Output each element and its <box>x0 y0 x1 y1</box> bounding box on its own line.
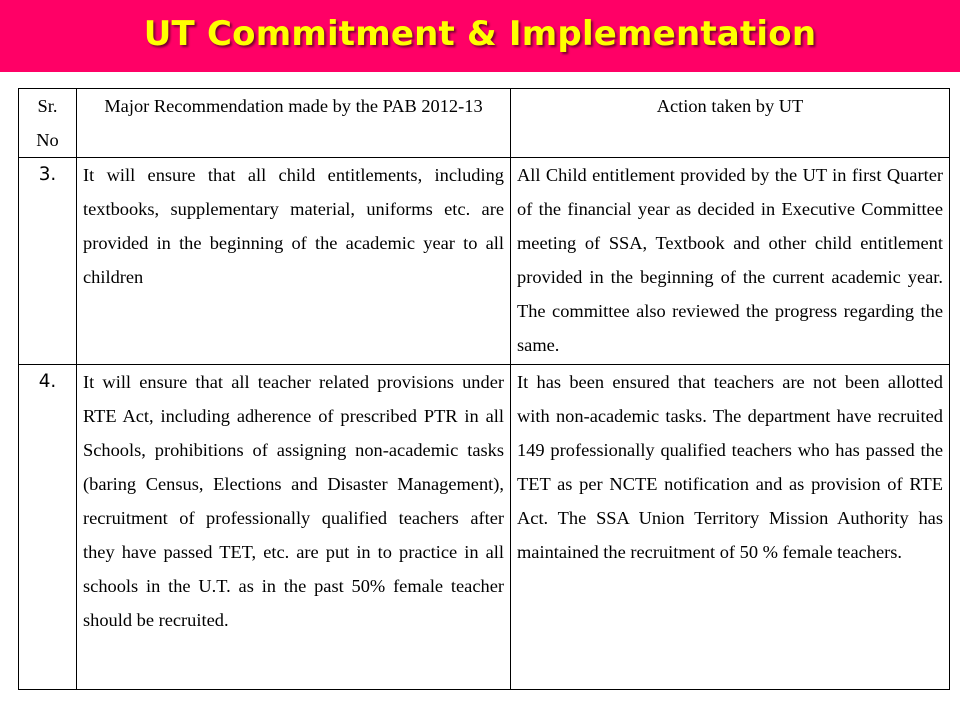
row-sr-number: 4. <box>19 365 77 690</box>
row-action: It has been ensured that teachers are not been allotted with non-academic tasks. The department have recruited 149 professionally qualified teachers who has passed the TET as per NCTE notification and as provision of RTE Act. The SSA Union Territory Mission Authority has maintained the recruitment of 50 % female teachers. <box>511 365 950 690</box>
commitment-table <box>18 88 950 690</box>
row-action: All Child entitlement provided by the UT in first Quarter of the financial year as decided in Executive Committee meeting of SSA, Textbook and other child entitlement provided in the beginning of the current academic year. The committee also reviewed the progress regarding the same. <box>511 158 950 365</box>
header-recommendation: Major Recommendation made by the PAB 2012-13 <box>77 89 511 158</box>
table-row <box>19 365 950 690</box>
header-sr-no: Sr. No <box>19 89 77 158</box>
header-action: Action taken by UT <box>511 89 950 158</box>
table-header-row <box>19 89 950 158</box>
title-bar <box>0 0 960 72</box>
table-row <box>19 158 950 365</box>
row-sr-number: 3. <box>19 158 77 365</box>
row-recommendation: It will ensure that all child entitlements, including textbooks, supplementary material, uniforms etc. are provided in the beginning of the academic year to all children <box>77 158 511 365</box>
row-recommendation: It will ensure that all teacher related provisions under RTE Act, including adherence of prescribed PTR in all Schools, prohibitions of assigning non-academic tasks (baring Census, Elections and Disaster Management), recruitment of professionally qualified teachers after they have passed TET, etc. are put in to practice in all schools in the U.T. as in the past 50% female teacher should be recruited. <box>77 365 511 690</box>
page-title: UT Commitment & Implementation <box>143 14 817 54</box>
